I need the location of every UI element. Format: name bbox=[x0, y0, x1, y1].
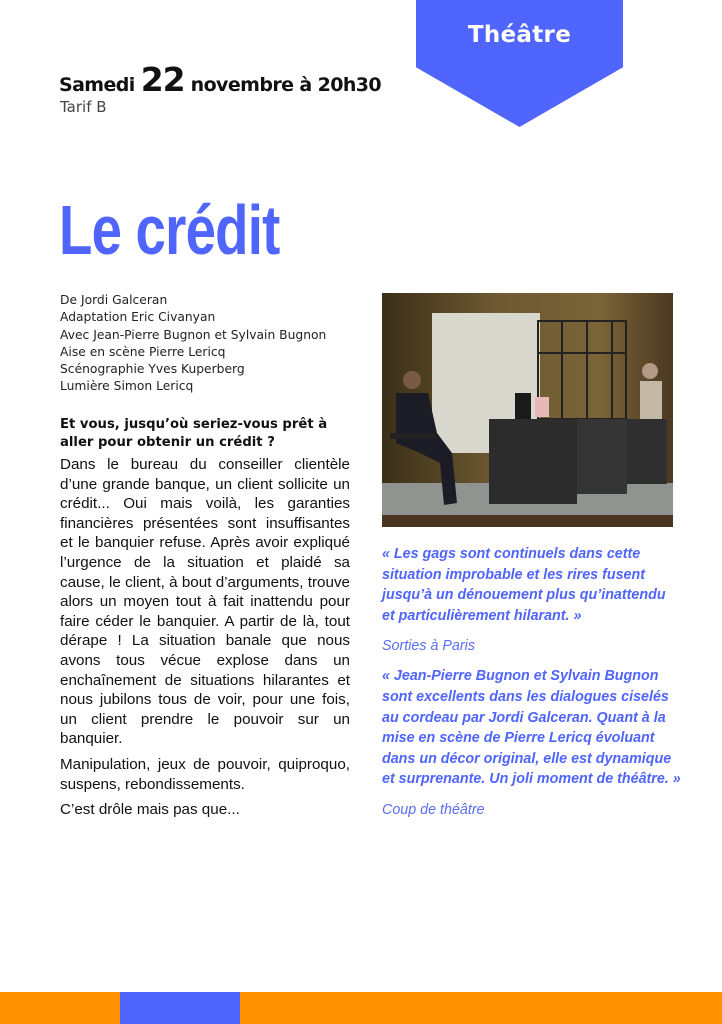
photo-frame bbox=[535, 397, 549, 417]
laptop bbox=[515, 393, 531, 419]
desk-left bbox=[489, 419, 577, 504]
lead-question: Et vous, jusqu’où seriez-vous prêt à aller pour obtenir un crédit ? bbox=[60, 417, 328, 450]
review-quote: « Les gags sont continuels dans cette situation improbable et les rires fusent jusqu’à un dénouement plus qu’inattendu et particulièrement hilarant. » bbox=[382, 546, 666, 624]
category-label: Théâtre bbox=[467, 22, 572, 48]
credit-cast: Avec Jean-Pierre Bugnon et Sylvain Bugnon bbox=[60, 327, 327, 342]
review-quote: « Jean-Pierre Bugnon et Sylvain Bugnon sont excellents dans les dialogues ciselés au cordeau par Jordi Galceran. Quant à la mise en scène de Pierre Lericq évoluant dans un décor original, elle est dynamique et surprenante. Un joli moment de théâtre. » bbox=[382, 668, 681, 788]
production-photo bbox=[382, 293, 673, 527]
credit-author: De Jordi Galceran bbox=[60, 293, 168, 307]
credit-direction: Aise en scène Pierre Lericq bbox=[60, 344, 226, 359]
credits-list bbox=[60, 292, 326, 396]
stage-scene-illustration bbox=[382, 293, 673, 527]
event-month-time: novembre à 20h30 bbox=[190, 74, 382, 96]
synopsis-paragraph: Dans le bureau du conseiller clientèle d’une grande banque, un client sollicite un crédit... Oui mais voilà, les garanties financières présentées sont insuffisantes et le banquier refuse. Après avoir expliqué l’urgence de la situation et plaidé sa cause, le client, à bout d’arguments, trouve alors un moyen tout à fait inattendu pour faire céder le banquier. A partir de là, tout dérape ! La situation banale que nous avons tous vécue explose dans un enchaînement de situations hilarantes et nous jubilons tous de voir, pour une fois, un client prendre le pouvoir sur un banquier. bbox=[60, 456, 350, 748]
desk-middle bbox=[577, 419, 627, 494]
footer-bar bbox=[0, 992, 722, 1024]
synopsis-paragraph: Manipulation, jeux de pouvoir, quiproquo, suspens, rebondissements. bbox=[60, 755, 350, 793]
footer-accent bbox=[120, 992, 240, 1024]
synopsis bbox=[60, 455, 350, 826]
review-source: Coup de théâtre bbox=[382, 801, 485, 818]
press-reviews bbox=[382, 544, 682, 830]
event-date bbox=[59, 60, 381, 99]
price-tier: Tarif B bbox=[60, 98, 107, 116]
credit-lighting: Lumière Simon Lericq bbox=[60, 379, 194, 394]
category-banner bbox=[416, 0, 623, 127]
review-source: Sorties à Paris bbox=[382, 638, 475, 655]
event-day-name: Samedi bbox=[59, 74, 135, 96]
show-title: Le crédit bbox=[59, 191, 280, 269]
credit-scenography: Scénographie Yves Kuperberg bbox=[60, 362, 245, 377]
credit-adaptation: Adaptation Eric Civanyan bbox=[60, 310, 216, 325]
desk-right bbox=[627, 419, 667, 484]
event-day-number: 22 bbox=[140, 60, 185, 99]
synopsis-paragraph: C’est drôle mais pas que... bbox=[60, 801, 240, 819]
